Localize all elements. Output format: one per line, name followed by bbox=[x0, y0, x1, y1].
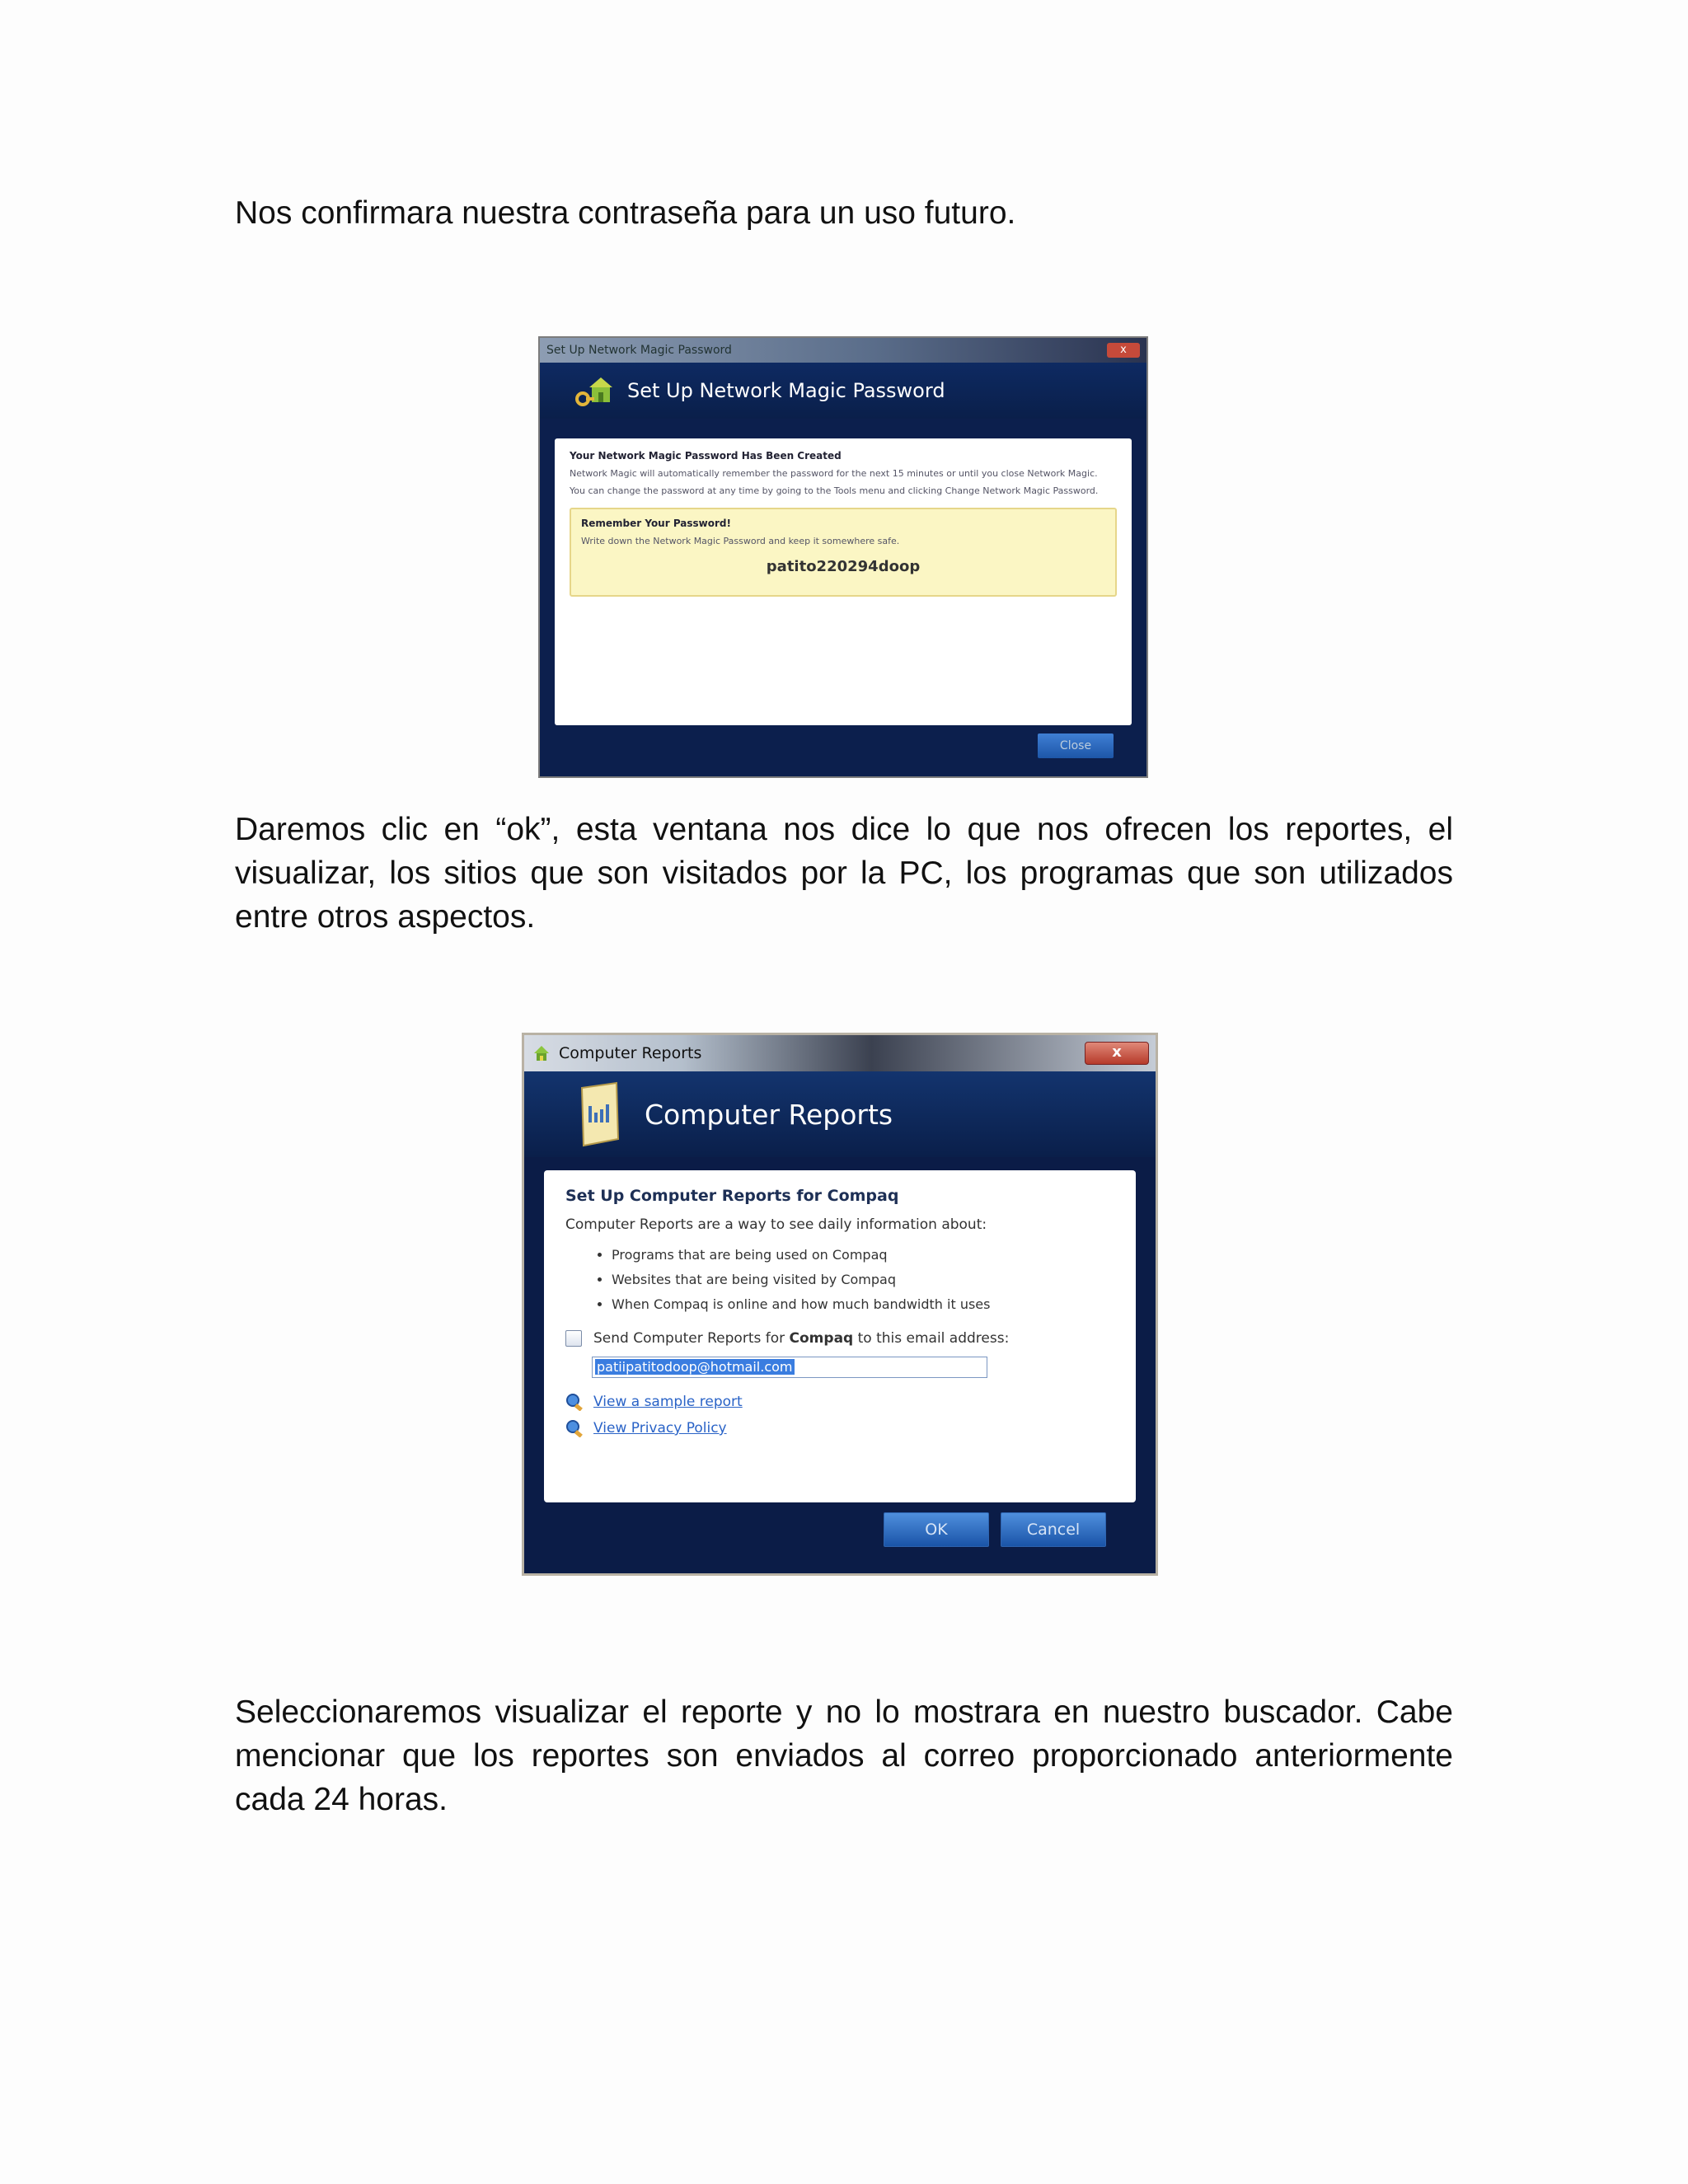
reports-dialog-window-title: Computer Reports bbox=[559, 1044, 702, 1062]
email-field[interactable] bbox=[592, 1357, 987, 1378]
paragraph-1: Nos confirmara nuestra contraseña para un uso futuro. bbox=[235, 195, 1016, 231]
password-dialog-titlebar bbox=[540, 338, 1146, 363]
paragraph-3: Seleccionaremos visualizar el reporte y no lo mostrara en nuestro buscador. Cabe mencionar que los reportes son enviados al correo proporcionado anteriormente cada 24 horas. bbox=[235, 1694, 1453, 1817]
remember-box-heading: Remember Your Password! bbox=[581, 518, 731, 529]
reports-dialog-titlebar bbox=[524, 1035, 1156, 1071]
send-reports-computer-name: Compaq bbox=[789, 1330, 854, 1347]
sample-report-link-row[interactable] bbox=[565, 1393, 1114, 1411]
reports-intro: Computer Reports are a way to see daily information about: bbox=[565, 1216, 987, 1233]
password-dialog-heading: Set Up Network Magic Password bbox=[627, 379, 945, 402]
reports-dialog-close-icon[interactable]: x bbox=[1085, 1042, 1149, 1065]
list-item: • Websites that are being visited by Compaq bbox=[612, 1268, 1114, 1292]
password-value: patito220294doop bbox=[766, 558, 921, 575]
password-created-heading: Your Network Magic Password Has Been Created bbox=[570, 450, 842, 462]
key-house-icon bbox=[574, 374, 614, 407]
ok-button[interactable]: OK bbox=[884, 1512, 989, 1547]
password-dialog-header bbox=[540, 363, 1146, 419]
send-reports-row bbox=[565, 1330, 1114, 1347]
send-reports-checkbox[interactable] bbox=[565, 1330, 582, 1347]
password-dialog-panel bbox=[555, 438, 1132, 725]
reports-dialog-header bbox=[524, 1071, 1156, 1157]
remember-password-box bbox=[570, 508, 1117, 597]
view-sample-report-link[interactable]: View a sample report bbox=[593, 1394, 743, 1410]
report-document-icon bbox=[577, 1081, 621, 1147]
password-dialog-close-icon[interactable]: x bbox=[1107, 343, 1140, 358]
send-reports-label: Send Computer Reports for Compaq to this email address: bbox=[593, 1330, 1010, 1347]
password-dialog-screenshot bbox=[538, 336, 1148, 778]
list-item: • When Compaq is online and how much bandwidth it uses bbox=[612, 1292, 1114, 1317]
privacy-policy-link-row[interactable] bbox=[565, 1419, 1114, 1437]
reports-dialog-screenshot bbox=[522, 1033, 1158, 1576]
password-dialog-window-title: Set Up Network Magic Password bbox=[546, 344, 732, 357]
remember-box-text: Write down the Network Magic Password and keep it somewhere safe. bbox=[581, 536, 900, 546]
email-value: patiipatitodoop@hotmail.com bbox=[597, 1359, 793, 1375]
reports-dialog-panel bbox=[544, 1170, 1136, 1502]
reports-dialog-heading: Computer Reports bbox=[645, 1098, 893, 1131]
magnifier-icon bbox=[565, 1393, 585, 1411]
password-remember-text: Network Magic will automatically remember the password for the next 15 minutes or until you close Network Magic. bbox=[570, 468, 1098, 479]
view-privacy-policy-link[interactable]: View Privacy Policy bbox=[593, 1420, 727, 1436]
reports-bullet-list bbox=[565, 1243, 1114, 1317]
reports-setup-heading: Set Up Computer Reports for Compaq bbox=[565, 1187, 899, 1205]
close-button[interactable]: Close bbox=[1038, 733, 1114, 758]
cancel-button[interactable]: Cancel bbox=[1001, 1512, 1106, 1547]
magnifier-icon bbox=[565, 1419, 585, 1437]
home-icon bbox=[532, 1044, 551, 1062]
password-change-text: You can change the password at any time by going to the Tools menu and clicking Change Network Magic Password. bbox=[570, 485, 1099, 496]
paragraph-2: Daremos clic en “ok”, esta ventana nos dice lo que nos ofrecen los reportes, el visualizar, los sitios que son visitados por la PC, los programas que son utilizados entre otros aspectos. bbox=[235, 812, 1453, 935]
list-item: • Programs that are being used on Compaq bbox=[612, 1243, 1114, 1268]
